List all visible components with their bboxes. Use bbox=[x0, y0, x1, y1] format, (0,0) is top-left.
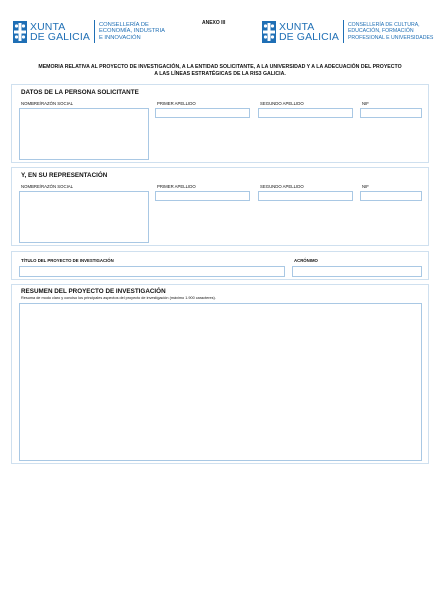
brand-line-2: DE GALICIA bbox=[30, 30, 90, 43]
section-summary bbox=[11, 284, 429, 464]
document-title-line-2: A LAS LÍNEAS ESTRATÉGICAS DE LA RIS3 GALICIA. bbox=[154, 71, 286, 77]
brand-wordmark bbox=[30, 22, 90, 42]
second-surname-label: SEGUNDO APELLIDO bbox=[260, 184, 304, 189]
document-title bbox=[12, 64, 428, 78]
logo-divider bbox=[94, 20, 95, 43]
xunta-logo-left bbox=[13, 20, 165, 43]
second-surname-label: SEGUNDO APELLIDO bbox=[260, 101, 304, 106]
brand-line-1: XUNTA bbox=[279, 20, 315, 33]
first-surname-label: PRIMER APELLIDO bbox=[157, 101, 196, 106]
logo-divider bbox=[343, 20, 344, 43]
brand-line-2: DE GALICIA bbox=[279, 30, 339, 43]
section-title: Y, EN SU REPRESENTACIÓN bbox=[21, 172, 108, 179]
galicia-crest-icon bbox=[262, 21, 276, 43]
first-surname-label: PRIMER APELLIDO bbox=[157, 184, 196, 189]
nif-label: NIF bbox=[362, 184, 369, 189]
summary-instructions: Resuma de modo claro y conciso los principales aspectos del proyecto de investigación (máximo 1.900 caracteres). bbox=[21, 296, 216, 300]
project-title-field[interactable] bbox=[19, 266, 285, 277]
section-title: RESUMEN DEL PROYECTO DE INVESTIGACIÓN bbox=[21, 288, 166, 295]
department-line-1: CONSELLERÍA DE CULTURA, bbox=[347, 22, 420, 29]
summary-textarea[interactable] bbox=[19, 303, 422, 461]
section-representative bbox=[11, 167, 429, 246]
section-applicant bbox=[11, 84, 429, 163]
section-title: DATOS DE LA PERSONA SOLICITANTE bbox=[21, 89, 139, 96]
name-label: NOMBRE/RAZÓN SOCIAL bbox=[21, 184, 74, 189]
department-line-2: ECONOMÍA, INDUSTRIA bbox=[98, 28, 165, 35]
department-line-2: EDUCACIÓN, FORMACIÓN bbox=[347, 28, 414, 35]
second-surname-field[interactable] bbox=[258, 108, 353, 118]
name-field[interactable] bbox=[19, 108, 149, 160]
section-project-title bbox=[11, 251, 429, 280]
acronym-field[interactable] bbox=[292, 266, 422, 277]
department-line-3: PROFESIONAL E UNIVERSIDADES bbox=[347, 34, 434, 41]
department-line-3: E INNOVACIÓN bbox=[98, 34, 141, 41]
department-line-1: CONSELLERÍA DE bbox=[98, 22, 149, 29]
first-surname-field[interactable] bbox=[155, 108, 250, 118]
brand-line-1: XUNTA bbox=[30, 20, 66, 33]
document-title-line-1: MEMORIA RELATIVA AL PROYECTO DE INVESTIGACIÓN, A LA ENTIDAD SOLICITANTE, A LA UNIVERSIDAD Y A LA ADECUACIÓN DEL PROYECTO bbox=[38, 64, 402, 70]
brand-wordmark bbox=[279, 22, 339, 42]
xunta-logo-right bbox=[262, 20, 433, 43]
nif-label: NIF bbox=[362, 101, 369, 106]
department-name bbox=[348, 22, 433, 41]
nif-field[interactable] bbox=[360, 191, 422, 201]
project-title-label: TÍTULO DEL PROYECTO DE INVESTIGACIÓN bbox=[21, 258, 114, 263]
nif-field[interactable] bbox=[360, 108, 422, 118]
department-name bbox=[99, 22, 165, 41]
acronym-label: ACRÓNIMO bbox=[294, 258, 318, 263]
annex-label: ANEXO III bbox=[202, 20, 226, 26]
name-label: NOMBRE/RAZÓN SOCIAL bbox=[21, 101, 74, 106]
first-surname-field[interactable] bbox=[155, 191, 250, 201]
name-field[interactable] bbox=[19, 191, 149, 243]
galicia-crest-icon bbox=[13, 21, 27, 43]
second-surname-field[interactable] bbox=[258, 191, 353, 201]
